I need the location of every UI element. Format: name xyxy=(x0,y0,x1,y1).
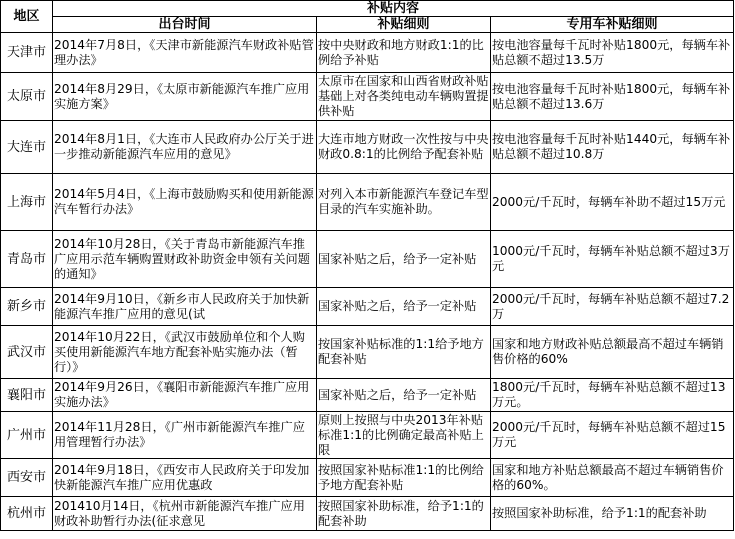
cell-detail: 按照国家补助标准，给予1:1的配套补助 xyxy=(317,497,491,531)
cell-special: 1800元/千瓦时，每辆车补贴总额不超过13万元。 xyxy=(491,379,734,412)
table-row xyxy=(1,73,734,121)
cell-special: 2000元/千瓦时，每辆车补助不超过15万元 xyxy=(491,174,734,231)
cell-detail: 大连市地方财政一次性按与中央财政0.8:1的比例给予配套补贴 xyxy=(317,121,491,174)
cell-time: 2014年5月4日，《上海市鼓励购买和使用新能源汽车暂行办法》 xyxy=(53,174,317,231)
cell-time: 2014年9月26日，《襄阳市新能源汽车推广应用实施办法》 xyxy=(53,379,317,412)
cell-detail: 对列入本市新能源汽车登记车型目录的汽车实施补助。 xyxy=(317,174,491,231)
cell-special: 按电池容量每千瓦时补贴1800元，每辆车补贴总额不超过13.6万 xyxy=(491,73,734,121)
cell-time: 2014年9月10日，《新乡市人民政府关于加快新能源汽车推广应用的意见(试 xyxy=(53,288,317,326)
cell-time: 2014年11月28日，《广州市新能源汽车推广应用管理暂行办法》 xyxy=(53,412,317,459)
header-time: 出台时间 xyxy=(53,17,317,33)
cell-special: 国家和地方补贴总额最高不超过车辆销售价格的60%。 xyxy=(491,459,734,497)
header-special: 专用车补贴细则 xyxy=(491,17,734,33)
cell-special: 1000元/千瓦时，每辆车补贴总额不超过3万元 xyxy=(491,231,734,288)
table-row xyxy=(1,326,734,379)
cell-region: 杭州市 xyxy=(1,497,53,531)
header-region: 地区 xyxy=(1,1,53,33)
cell-region: 武汉市 xyxy=(1,326,53,379)
cell-detail: 按中央财政和地方财政1:1的比例给予补贴 xyxy=(317,33,491,73)
cell-time: 2014年8月1日，《大连市人民政府办公厅关于进一步推动新能源汽车应用的意见》 xyxy=(53,121,317,174)
cell-special: 按电池容量每千瓦时补贴1800元，每辆车补贴总额不超过13.5万 xyxy=(491,33,734,73)
cell-detail: 国家补贴之后，给予一定补贴 xyxy=(317,379,491,412)
cell-region: 天津市 xyxy=(1,33,53,73)
cell-region: 上海市 xyxy=(1,174,53,231)
table-row xyxy=(1,459,734,497)
cell-detail: 太原市在国家和山西省财政补贴基础上对各类纯电动车辆购置提供补贴 xyxy=(317,73,491,121)
cell-detail: 按国家补贴标准的1:1给予地方配套补贴 xyxy=(317,326,491,379)
cell-time: 201410月14日，《杭州市新能源汽车推广应用财政补助暂行办法(征求意见 xyxy=(53,497,317,531)
cell-time: 2014年9月18日，《西安市人民政府关于印发加快新能源汽车推广应用优惠政 xyxy=(53,459,317,497)
cell-detail: 按照国家补贴标准1:1的比例给予地方配套补贴 xyxy=(317,459,491,497)
cell-region: 新乡市 xyxy=(1,288,53,326)
cell-special: 按电池容量每千瓦时补贴1440元，每辆车补贴总额不超过10.8万 xyxy=(491,121,734,174)
table-row xyxy=(1,412,734,459)
cell-time: 2014年10月28日，《关于青岛市新能源汽车推广应用示范车辆购置财政补助资金申领有关问题的通知》 xyxy=(53,231,317,288)
cell-time: 2014年10月22日，《武汉市鼓励单位和个人购买使用新能源汽车地方配套补贴实施办法（暂行）》 xyxy=(53,326,317,379)
cell-time: 2014年8月29日，《太原市新能源汽车推广应用实施方案》 xyxy=(53,73,317,121)
cell-special: 2000元/千瓦时，每辆车补贴总额不超过15万元 xyxy=(491,412,734,459)
table-body xyxy=(1,33,734,531)
table-row xyxy=(1,231,734,288)
cell-detail: 原则上按照与中央2013年补贴标准1:1的比例确定最高补贴上限 xyxy=(317,412,491,459)
table-row xyxy=(1,174,734,231)
table-row xyxy=(1,121,734,174)
cell-special: 按照国家补助标准，给予1:1的配套补助 xyxy=(491,497,734,531)
table-row xyxy=(1,33,734,73)
table-row xyxy=(1,288,734,326)
cell-time: 2014年7月8日，《天津市新能源汽车财政补贴管理办法》 xyxy=(53,33,317,73)
cell-region: 青岛市 xyxy=(1,231,53,288)
header-detail: 补贴细则 xyxy=(317,17,491,33)
cell-special: 国家和地方财政补贴总额最高不超过车辆销售价格的60% xyxy=(491,326,734,379)
cell-special: 2000元/千瓦时，每辆车补贴总额不超过7.2万 xyxy=(491,288,734,326)
table-row xyxy=(1,379,734,412)
cell-detail: 国家补贴之后，给予一定补贴 xyxy=(317,231,491,288)
table-row xyxy=(1,497,734,531)
cell-region: 襄阳市 xyxy=(1,379,53,412)
cell-detail: 国家补贴之后，给予一定补贴 xyxy=(317,288,491,326)
header-subsidy-content: 补贴内容 xyxy=(53,1,734,17)
cell-region: 西安市 xyxy=(1,459,53,497)
cell-region: 太原市 xyxy=(1,73,53,121)
cell-region: 大连市 xyxy=(1,121,53,174)
cell-region: 广州市 xyxy=(1,412,53,459)
